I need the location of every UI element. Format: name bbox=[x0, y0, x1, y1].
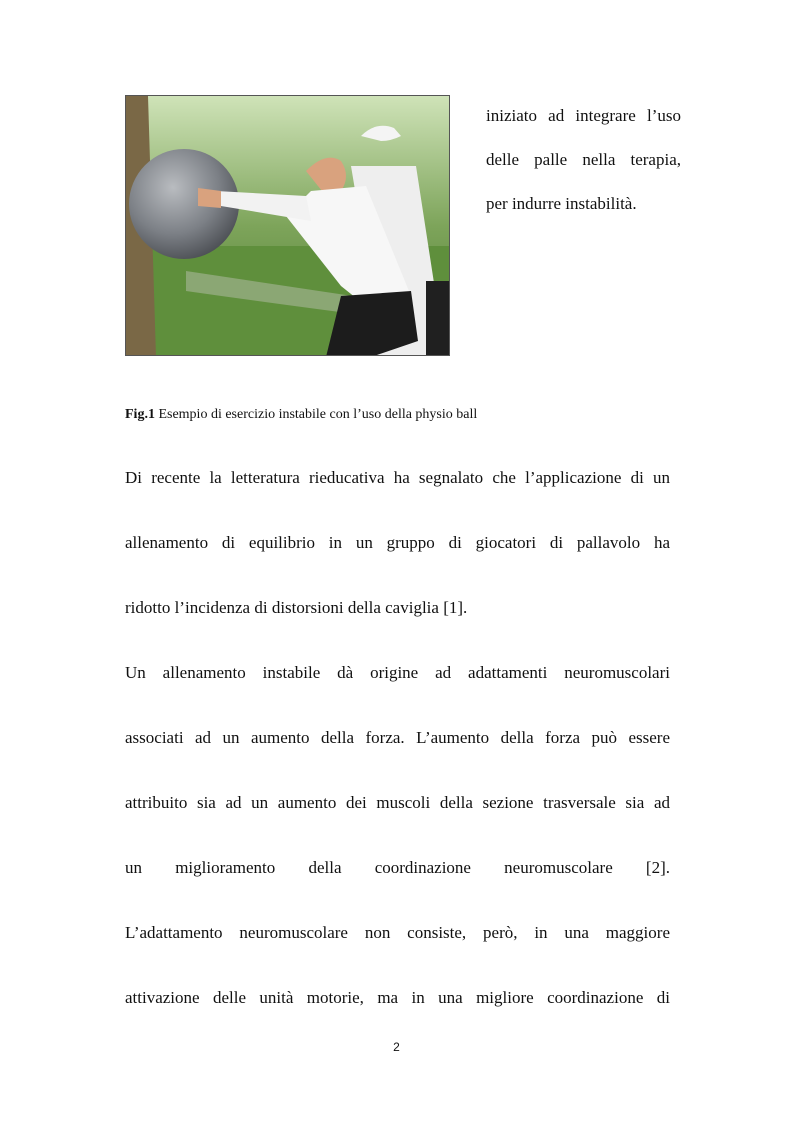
body-line: Un allenamento instabile dà origine ad adattamenti neuromuscolari bbox=[125, 663, 670, 682]
figure-label: Fig.1 bbox=[125, 407, 155, 422]
figure-caption bbox=[125, 406, 685, 424]
side-paragraph bbox=[486, 94, 681, 226]
side-text-line: delle palle nella terapia, bbox=[486, 150, 681, 169]
body-paragraphs bbox=[125, 455, 670, 1040]
figure-caption-text: Esempio di esercizio instabile con l’uso della physio ball bbox=[154, 407, 478, 422]
body-line: attribuito sia ad un aumento dei muscoli della sezione trasversale sia ad bbox=[125, 793, 670, 812]
page-number: 2 bbox=[393, 1040, 400, 1054]
physio-ball-photo bbox=[125, 95, 450, 356]
body-line: L’adattamento neuromuscolare non consiste, però, in una maggiore bbox=[125, 923, 670, 942]
body-line: allenamento di equilibrio in un gruppo di giocatori di pallavolo ha bbox=[125, 533, 670, 552]
body-line: Di recente la letteratura rieducativa ha segnalato che l’applicazione di un bbox=[125, 468, 670, 487]
body-line: un miglioramento della coordinazione neuromuscolare [2]. bbox=[125, 858, 670, 877]
body-line: ridotto l’incidenza di distorsioni della caviglia [1]. bbox=[125, 598, 468, 617]
body-line: associati ad un aumento della forza. L’aumento della forza può essere bbox=[125, 728, 670, 747]
side-text-line: iniziato ad integrare l’uso bbox=[486, 106, 681, 125]
side-text-line: per indurre instabilità. bbox=[486, 194, 637, 213]
body-line: attivazione delle unità motorie, ma in una migliore coordinazione di bbox=[125, 988, 670, 1007]
